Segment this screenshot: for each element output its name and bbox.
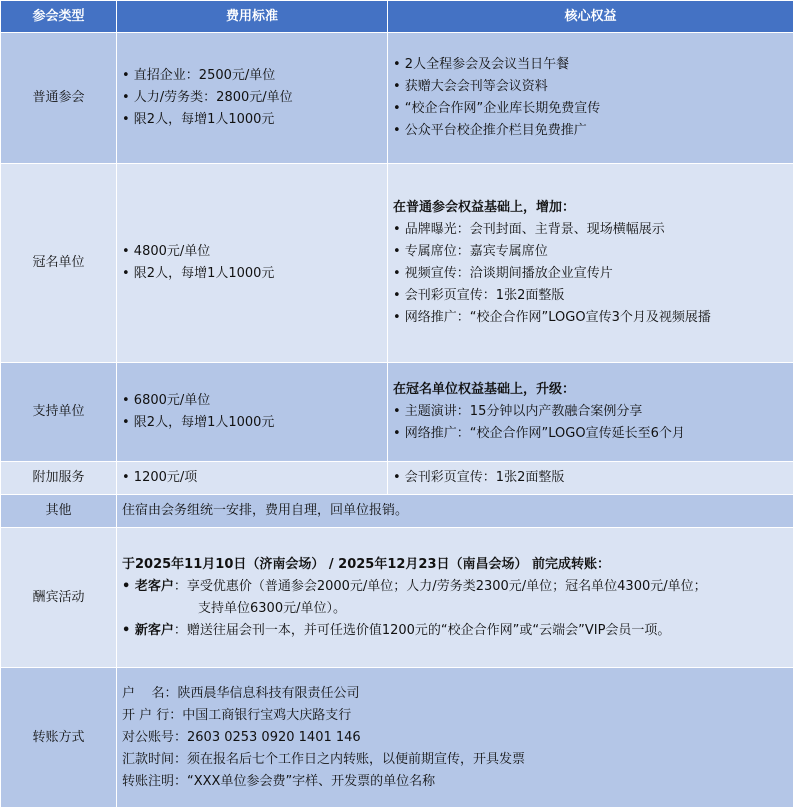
benefit-line: • 主题演讲：15分钟以内产教融合案例分享: [393, 404, 643, 419]
benefit-regular: [388, 33, 794, 164]
benefit-line: • “校企合作网”企业库长期免费宣传: [393, 101, 601, 116]
benefit-line: • 获赠大会会刊等会议资料: [393, 79, 548, 94]
benefit-title: 在普通参会权益基础上，增加：: [393, 200, 576, 215]
transfer-line: 开 户 行：中国工商银行宝鸡大庆路支行: [122, 707, 352, 723]
row-naming: [1, 164, 794, 363]
fee-addon: • 1200元/项: [117, 462, 388, 495]
old-customer-label: • 老客户: [122, 578, 174, 594]
benefit-line: • 2人全程参会及会议当日午餐: [393, 57, 570, 72]
old-customer-text-cont: 支持单位6300元/单位）。: [198, 600, 346, 616]
row-regular: [1, 33, 794, 164]
benefit-line: • 视频宣传：洽谈期间播放企业宣传片: [393, 266, 613, 281]
type-addon: 附加服务: [1, 462, 117, 495]
fee-line: • 限2人，每增1人1000元: [122, 112, 275, 127]
promo-content: [117, 528, 794, 668]
transfer-line: 对公账号：2603 0253 0920 1401 146: [122, 729, 361, 745]
type-other: 其他: [1, 495, 117, 528]
new-customer-label: • 新客户: [122, 622, 174, 638]
type-regular: 普通参会: [1, 33, 117, 164]
promo-title: 于2025年11月10日（济南会场） / 2025年12月23日（南昌会场） 前完成转账：: [122, 556, 611, 572]
fee-line: • 人力/劳务类：2800元/单位: [122, 90, 293, 105]
row-support: [1, 363, 794, 462]
benefit-naming: [388, 164, 794, 363]
benefit-addon: • 会刊彩页宣传：1张2面整版: [388, 462, 794, 495]
type-promo: 酬宾活动: [1, 528, 117, 668]
fee-support: [117, 363, 388, 462]
transfer-content: [117, 668, 794, 807]
other-text: 住宿由会务组统一安排，费用自理，回单位报销。: [117, 495, 794, 528]
benefit-line: • 品牌曝光：会刊封面、主背景、现场横幅展示: [393, 222, 665, 237]
fee-line: • 6800元/单位: [122, 393, 211, 408]
fee-regular: [117, 33, 388, 164]
benefit-line: • 网络推广：“校企合作网”LOGO宣传延长至6个月: [393, 426, 685, 441]
row-promo: [1, 528, 794, 668]
type-transfer: 转账方式: [1, 668, 117, 807]
new-customer-text: ：赠送往届会刊一本，并可任选价值1200元的“校企合作网”或“云端会”VIP会员一项。: [173, 622, 671, 638]
row-other: [1, 495, 794, 528]
row-addon: [1, 462, 794, 495]
header-row: [1, 1, 794, 33]
row-transfer: [1, 668, 794, 807]
benefit-line: • 公众平台校企推介栏目免费推广: [393, 123, 587, 138]
benefit-line: • 会刊彩页宣传：1张2面整版: [393, 288, 565, 303]
fee-line: • 4800元/单位: [122, 244, 211, 259]
benefit-title: 在冠名单位权益基础上，升级：: [393, 382, 576, 397]
fee-line: • 限2人，每增1人1000元: [122, 415, 275, 430]
header-fee: 费用标准: [117, 1, 388, 33]
transfer-line: 汇款时间：须在报名后七个工作日之内转账，以便前期宣传，开具发票: [122, 751, 526, 767]
type-naming: 冠名单位: [1, 164, 117, 363]
promo-old-customer: [122, 576, 793, 598]
type-support: 支持单位: [1, 363, 117, 462]
benefit-line: • 专属席位：嘉宾专属席位: [393, 244, 548, 259]
header-benefit: 核心权益: [388, 1, 794, 33]
benefit-line: • 网络推广：“校企合作网”LOGO宣传3个月及视频展播: [393, 310, 711, 325]
fee-line: • 限2人，每增1人1000元: [122, 266, 275, 281]
header-type: 参会类型: [1, 1, 117, 33]
benefit-support: [388, 363, 794, 462]
old-customer-text: ：享受优惠价（普通参会2000元/单位；人力/劳务类2300元/单位；冠名单位4300元/单位；: [173, 578, 707, 594]
transfer-line: 户 名：陕西晨华信息科技有限责任公司: [122, 685, 360, 701]
fee-naming: [117, 164, 388, 363]
transfer-line: 转账注明：“XXX单位参会费”字样、开发票的单位名称: [122, 773, 436, 789]
promo-new-customer: [122, 620, 793, 642]
fee-line: • 直招企业：2500元/单位: [122, 68, 276, 83]
